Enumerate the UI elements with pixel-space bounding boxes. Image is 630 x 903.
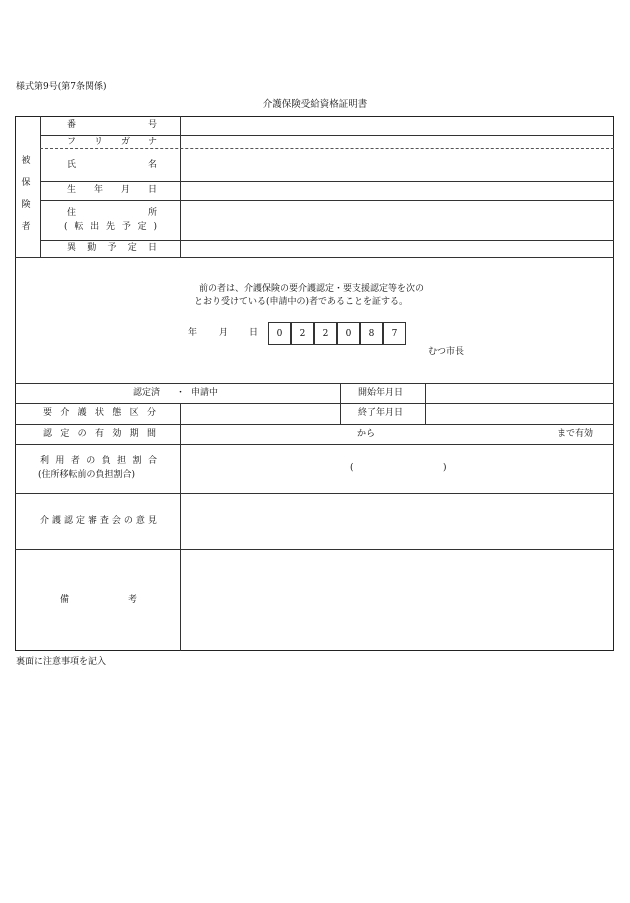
issuer-name: むつ市長: [428, 347, 465, 357]
row-divider: [15, 424, 614, 425]
certification-line-2: とおり受けている(申請中の)者であることを証する。: [194, 297, 409, 307]
address-label: 住 所: [67, 208, 157, 218]
valid-from-text: から: [357, 429, 376, 439]
insurer-number-digit: 7: [383, 322, 406, 345]
insurer-number-digit: 0: [268, 322, 291, 345]
insurer-number-digit: 2: [291, 322, 314, 345]
row-divider: [40, 135, 614, 136]
valid-until-text: まで有効: [557, 429, 594, 439]
prior-burden-ratio-label: (住所移転前の負担割合): [38, 470, 136, 480]
insured-side-divider: [40, 116, 41, 257]
number-label: 番 号: [67, 120, 157, 130]
move-date-label: 異 動 予 定 日: [67, 243, 157, 253]
remarks-label: 備 考: [60, 595, 137, 605]
row-divider: [40, 240, 614, 241]
row-divider: [15, 403, 614, 404]
start-date-label: 開始年月日: [358, 388, 404, 398]
end-date-label: 終了年月日: [358, 408, 404, 418]
furigana-divider: [40, 148, 614, 149]
applying-status: 申請中: [191, 388, 219, 398]
insurer-number-digit: 2: [314, 322, 337, 345]
date-day-label: 日: [249, 328, 259, 338]
certification-line-1: 前の者は、介護保険の要介護認定・要支援認定等を次の: [199, 284, 425, 294]
section-divider: [15, 257, 614, 258]
certified-status: 認定済: [133, 388, 161, 398]
care-level-label: 要 介 護 状 態 区 分: [43, 408, 156, 418]
row-divider: [40, 200, 614, 201]
status-date-divider: [425, 383, 426, 424]
form-number: 様式第9号(第7条関係): [16, 82, 107, 92]
status-separator: ・: [176, 388, 186, 398]
label-column-divider: [180, 116, 181, 257]
burden-ratio-label: 利 用 者 の 負 担 割 合: [40, 456, 157, 466]
burden-open-paren: (: [350, 463, 354, 473]
name-label: 氏 名: [67, 160, 157, 170]
birthdate-label: 生 年 月 日: [67, 185, 157, 195]
furigana-label: フ リ ガ ナ: [67, 137, 157, 147]
section-divider: [15, 383, 614, 384]
status-date-divider: [340, 383, 341, 424]
footer-note: 裏面に注意事項を記入: [16, 657, 107, 667]
row-divider: [40, 181, 614, 182]
insurer-number-digit: 0: [337, 322, 360, 345]
insured-side-label: 被 保 険 者: [21, 156, 31, 232]
valid-period-label: 認 定 の 有 効 期 間: [43, 429, 156, 439]
document-title: 介護保険受給資格証明書: [262, 99, 368, 110]
row-divider: [15, 444, 614, 445]
burden-close-paren: ): [443, 463, 447, 473]
date-year-label: 年: [188, 328, 198, 338]
address-note-label: ( 転 出 先 予 定 ): [64, 222, 157, 232]
label-column-divider: [180, 403, 181, 651]
insurer-number-digit: 8: [360, 322, 383, 345]
row-divider: [15, 493, 614, 494]
row-divider: [15, 549, 614, 550]
date-month-label: 月: [219, 328, 229, 338]
committee-opinion-label: 介 護 認 定 審 査 会 の 意 見: [40, 516, 157, 526]
